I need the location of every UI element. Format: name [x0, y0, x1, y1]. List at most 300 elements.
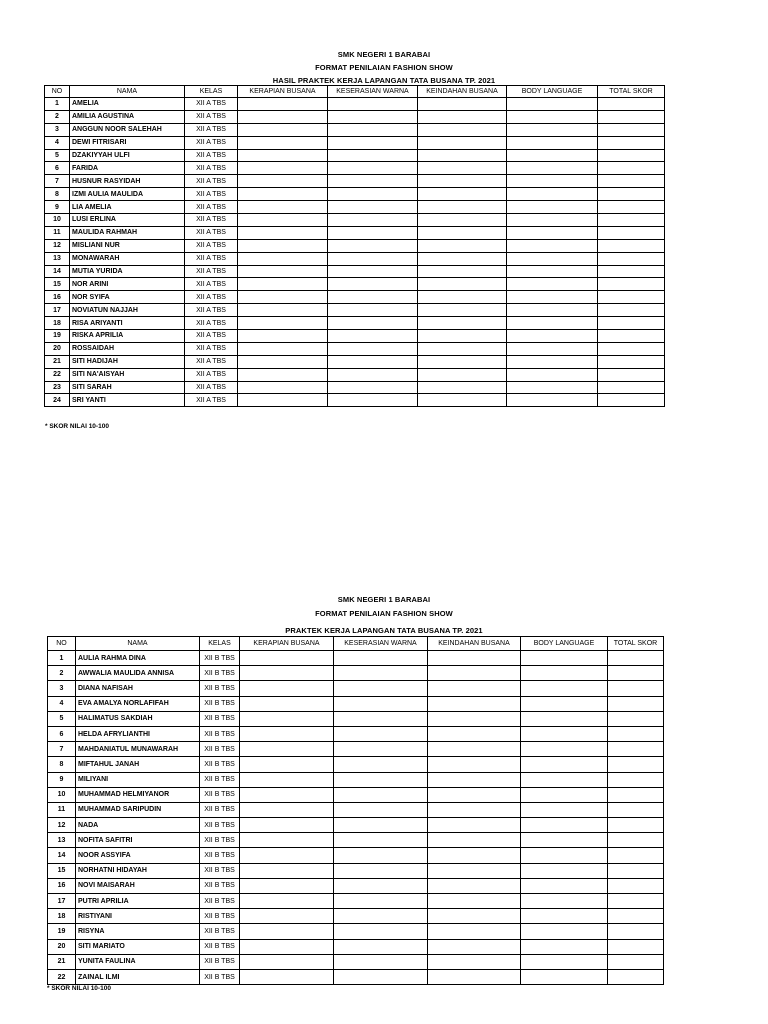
- total-skor-cell[interactable]: [608, 711, 664, 726]
- kerapian-busana-cell[interactable]: [240, 681, 334, 696]
- keserasian-warna-cell[interactable]: [328, 188, 418, 201]
- table-header-row: [48, 637, 664, 651]
- body-language-cell[interactable]: [507, 330, 598, 343]
- table-row: [45, 381, 665, 394]
- kerapian-busana-cell[interactable]: [238, 201, 328, 214]
- total-skor-cell[interactable]: [598, 214, 665, 227]
- student-name: RISYNA: [76, 924, 200, 939]
- keindahan-busana-cell[interactable]: [418, 123, 507, 136]
- body-language-cell[interactable]: [507, 110, 598, 123]
- student-class: XII B TBS: [200, 954, 240, 969]
- total-skor-cell[interactable]: [608, 787, 664, 802]
- keindahan-busana-cell[interactable]: [428, 666, 521, 681]
- keserasian-warna-cell[interactable]: [334, 651, 428, 666]
- total-skor-cell[interactable]: [598, 175, 665, 188]
- kerapian-busana-cell[interactable]: [238, 162, 328, 175]
- keserasian-warna-cell[interactable]: [334, 894, 428, 909]
- kerapian-busana-cell[interactable]: [238, 330, 328, 343]
- body-language-cell[interactable]: [507, 136, 598, 149]
- total-skor-cell[interactable]: [608, 818, 664, 833]
- row-number: 19: [48, 924, 76, 939]
- kerapian-busana-cell[interactable]: [238, 136, 328, 149]
- student-class: XII A TBS: [185, 239, 238, 252]
- body-language-cell[interactable]: [521, 802, 608, 817]
- keserasian-warna-cell[interactable]: [328, 149, 418, 162]
- student-name: NORHATNI HIDAYAH: [76, 863, 200, 878]
- total-skor-cell[interactable]: [598, 355, 665, 368]
- row-number: 18: [45, 317, 70, 330]
- keindahan-busana-cell[interactable]: [428, 787, 521, 802]
- keindahan-busana-cell[interactable]: [418, 110, 507, 123]
- student-name: PUTRI APRILIA: [76, 894, 200, 909]
- keserasian-warna-cell[interactable]: [328, 291, 418, 304]
- row-number: 14: [48, 848, 76, 863]
- student-class: XII A TBS: [185, 291, 238, 304]
- body-language-cell[interactable]: [507, 175, 598, 188]
- keserasian-warna-cell[interactable]: [328, 239, 418, 252]
- header-body-language: BODY LANGUAGE: [521, 637, 608, 651]
- student-name: RISKA APRILIA: [70, 330, 185, 343]
- keserasian-warna-cell[interactable]: [334, 848, 428, 863]
- total-skor-cell[interactable]: [598, 110, 665, 123]
- kerapian-busana-cell[interactable]: [238, 368, 328, 381]
- kerapian-busana-cell[interactable]: [240, 939, 334, 954]
- total-skor-cell[interactable]: [608, 681, 664, 696]
- total-skor-cell[interactable]: [608, 651, 664, 666]
- keindahan-busana-cell[interactable]: [418, 291, 507, 304]
- row-number: 11: [45, 226, 70, 239]
- row-number: 22: [45, 368, 70, 381]
- keserasian-warna-cell[interactable]: [328, 278, 418, 291]
- body-language-cell[interactable]: [507, 278, 598, 291]
- body-language-cell[interactable]: [507, 355, 598, 368]
- keindahan-busana-cell[interactable]: [428, 909, 521, 924]
- keserasian-warna-cell[interactable]: [334, 666, 428, 681]
- row-number: 20: [48, 939, 76, 954]
- body-language-cell[interactable]: [521, 696, 608, 711]
- student-name: MUHAMMAD SARIPUDIN: [76, 802, 200, 817]
- keserasian-warna-cell[interactable]: [334, 924, 428, 939]
- keserasian-warna-cell[interactable]: [328, 381, 418, 394]
- keserasian-warna-cell[interactable]: [328, 110, 418, 123]
- keserasian-warna-cell[interactable]: [328, 394, 418, 407]
- student-class: XII B TBS: [200, 787, 240, 802]
- table-row: [48, 863, 664, 878]
- body-language-cell[interactable]: [507, 123, 598, 136]
- table-row: [48, 787, 664, 802]
- kerapian-busana-cell[interactable]: [238, 175, 328, 188]
- body-language-cell[interactable]: [521, 924, 608, 939]
- kerapian-busana-cell[interactable]: [240, 666, 334, 681]
- kerapian-busana-cell[interactable]: [238, 381, 328, 394]
- student-class: XII B TBS: [200, 863, 240, 878]
- keserasian-warna-cell[interactable]: [334, 681, 428, 696]
- student-class: XII A TBS: [185, 149, 238, 162]
- keindahan-busana-cell[interactable]: [418, 214, 507, 227]
- body-language-cell[interactable]: [507, 188, 598, 201]
- keserasian-warna-cell[interactable]: [334, 863, 428, 878]
- keserasian-warna-cell[interactable]: [328, 355, 418, 368]
- kerapian-busana-cell[interactable]: [238, 98, 328, 111]
- body-language-cell[interactable]: [507, 291, 598, 304]
- total-skor-cell[interactable]: [608, 954, 664, 969]
- total-skor-cell[interactable]: [608, 878, 664, 893]
- keindahan-busana-cell[interactable]: [428, 711, 521, 726]
- kerapian-busana-cell[interactable]: [238, 355, 328, 368]
- student-name: FARIDA: [70, 162, 185, 175]
- keindahan-busana-cell[interactable]: [428, 848, 521, 863]
- body-language-cell[interactable]: [521, 894, 608, 909]
- keindahan-busana-cell[interactable]: [428, 726, 521, 741]
- kerapian-busana-cell[interactable]: [238, 149, 328, 162]
- total-skor-cell[interactable]: [598, 252, 665, 265]
- total-skor-cell[interactable]: [598, 278, 665, 291]
- keindahan-busana-cell[interactable]: [418, 394, 507, 407]
- kerapian-busana-cell[interactable]: [240, 742, 334, 757]
- keindahan-busana-cell[interactable]: [418, 98, 507, 111]
- total-skor-cell[interactable]: [608, 969, 664, 984]
- kerapian-busana-cell[interactable]: [240, 726, 334, 741]
- keserasian-warna-cell[interactable]: [334, 742, 428, 757]
- student-name: EVA AMALYA NORLAFIFAH: [76, 696, 200, 711]
- kerapian-busana-cell[interactable]: [240, 894, 334, 909]
- total-skor-cell[interactable]: [608, 848, 664, 863]
- keindahan-busana-cell[interactable]: [418, 201, 507, 214]
- keserasian-warna-cell[interactable]: [328, 368, 418, 381]
- body-language-cell[interactable]: [507, 239, 598, 252]
- student-class: XII A TBS: [185, 136, 238, 149]
- body-language-cell[interactable]: [521, 818, 608, 833]
- body-language-cell[interactable]: [521, 878, 608, 893]
- student-class: XII A TBS: [185, 226, 238, 239]
- keindahan-busana-cell[interactable]: [418, 317, 507, 330]
- kerapian-busana-cell[interactable]: [238, 226, 328, 239]
- keserasian-warna-cell[interactable]: [334, 939, 428, 954]
- body-language-cell[interactable]: [521, 742, 608, 757]
- kerapian-busana-cell[interactable]: [240, 954, 334, 969]
- body-language-cell[interactable]: [507, 304, 598, 317]
- keserasian-warna-cell[interactable]: [328, 175, 418, 188]
- kerapian-busana-cell[interactable]: [238, 394, 328, 407]
- keserasian-warna-cell[interactable]: [334, 696, 428, 711]
- student-class: XII B TBS: [200, 681, 240, 696]
- total-skor-cell[interactable]: [598, 162, 665, 175]
- keindahan-busana-cell[interactable]: [418, 330, 507, 343]
- kerapian-busana-cell[interactable]: [238, 214, 328, 227]
- student-name: NOVIATUN NAJJAH: [70, 304, 185, 317]
- row-number: 17: [45, 304, 70, 317]
- keindahan-busana-cell[interactable]: [428, 772, 521, 787]
- keindahan-busana-cell[interactable]: [428, 863, 521, 878]
- kerapian-busana-cell[interactable]: [238, 239, 328, 252]
- keindahan-busana-cell[interactable]: [418, 381, 507, 394]
- header-total-skor: TOTAL SKOR: [608, 637, 664, 651]
- keindahan-busana-cell[interactable]: [418, 355, 507, 368]
- kerapian-busana-cell[interactable]: [240, 757, 334, 772]
- kerapian-busana-cell[interactable]: [238, 188, 328, 201]
- keindahan-busana-cell[interactable]: [418, 162, 507, 175]
- kerapian-busana-cell[interactable]: [238, 265, 328, 278]
- total-skor-cell[interactable]: [598, 188, 665, 201]
- total-skor-cell[interactable]: [608, 742, 664, 757]
- keserasian-warna-cell[interactable]: [328, 342, 418, 355]
- keindahan-busana-cell[interactable]: [418, 265, 507, 278]
- total-skor-cell[interactable]: [608, 802, 664, 817]
- table-row: [45, 175, 665, 188]
- total-skor-cell[interactable]: [598, 98, 665, 111]
- keindahan-busana-cell[interactable]: [428, 757, 521, 772]
- keserasian-warna-cell[interactable]: [334, 818, 428, 833]
- kerapian-busana-cell[interactable]: [240, 772, 334, 787]
- body-language-cell[interactable]: [507, 226, 598, 239]
- student-class: XII A TBS: [185, 304, 238, 317]
- kerapian-busana-cell[interactable]: [238, 304, 328, 317]
- keindahan-busana-cell[interactable]: [418, 304, 507, 317]
- keserasian-warna-cell[interactable]: [328, 201, 418, 214]
- kerapian-busana-cell[interactable]: [240, 818, 334, 833]
- keindahan-busana-cell[interactable]: [418, 226, 507, 239]
- keserasian-warna-cell[interactable]: [328, 98, 418, 111]
- row-number: 5: [48, 711, 76, 726]
- keserasian-warna-cell[interactable]: [334, 757, 428, 772]
- total-skor-cell[interactable]: [608, 666, 664, 681]
- student-name: DZAKIYYAH ULFI: [70, 149, 185, 162]
- keserasian-warna-cell[interactable]: [328, 252, 418, 265]
- body-language-cell[interactable]: [521, 711, 608, 726]
- table-row: [45, 188, 665, 201]
- keindahan-busana-cell[interactable]: [418, 136, 507, 149]
- body-language-cell[interactable]: [521, 757, 608, 772]
- student-class: XII A TBS: [185, 381, 238, 394]
- total-skor-cell[interactable]: [608, 863, 664, 878]
- body-language-cell[interactable]: [507, 201, 598, 214]
- kerapian-busana-cell[interactable]: [240, 924, 334, 939]
- keindahan-busana-cell[interactable]: [418, 149, 507, 162]
- body-language-cell[interactable]: [521, 833, 608, 848]
- table-row: [48, 848, 664, 863]
- row-number: 11: [48, 802, 76, 817]
- body-language-cell[interactable]: [521, 651, 608, 666]
- kerapian-busana-cell[interactable]: [238, 342, 328, 355]
- keindahan-busana-cell[interactable]: [428, 954, 521, 969]
- kerapian-busana-cell[interactable]: [240, 802, 334, 817]
- student-name: AULIA RAHMA DINA: [76, 651, 200, 666]
- student-class: XII A TBS: [185, 278, 238, 291]
- keindahan-busana-cell[interactable]: [418, 252, 507, 265]
- total-skor-cell[interactable]: [608, 909, 664, 924]
- kerapian-busana-cell[interactable]: [240, 909, 334, 924]
- body-language-cell[interactable]: [521, 681, 608, 696]
- table-row: [45, 252, 665, 265]
- total-skor-cell[interactable]: [608, 757, 664, 772]
- table-row: [48, 666, 664, 681]
- keserasian-warna-cell[interactable]: [334, 909, 428, 924]
- total-skor-cell[interactable]: [598, 239, 665, 252]
- row-number: 8: [45, 188, 70, 201]
- total-skor-cell[interactable]: [608, 726, 664, 741]
- keindahan-busana-cell[interactable]: [428, 969, 521, 984]
- keserasian-warna-cell[interactable]: [334, 711, 428, 726]
- form-title-2: FORMAT PENILAIAN FASHION SHOW: [315, 609, 453, 618]
- body-language-cell[interactable]: [521, 666, 608, 681]
- body-language-cell[interactable]: [507, 381, 598, 394]
- keserasian-warna-cell[interactable]: [328, 265, 418, 278]
- total-skor-cell[interactable]: [598, 381, 665, 394]
- row-number: 1: [45, 98, 70, 111]
- keindahan-busana-cell[interactable]: [428, 924, 521, 939]
- kerapian-busana-cell[interactable]: [240, 878, 334, 893]
- row-number: 21: [45, 355, 70, 368]
- body-language-cell[interactable]: [507, 317, 598, 330]
- student-name: HALIMATUS SAKDIAH: [76, 711, 200, 726]
- row-number: 6: [48, 726, 76, 741]
- kerapian-busana-cell[interactable]: [238, 110, 328, 123]
- keserasian-warna-cell[interactable]: [334, 969, 428, 984]
- keindahan-busana-cell[interactable]: [428, 894, 521, 909]
- row-number: 16: [48, 878, 76, 893]
- keindahan-busana-cell[interactable]: [418, 239, 507, 252]
- keindahan-busana-cell[interactable]: [428, 696, 521, 711]
- kerapian-busana-cell[interactable]: [240, 969, 334, 984]
- total-skor-cell[interactable]: [598, 394, 665, 407]
- student-name: YUNITA FAULINA: [76, 954, 200, 969]
- kerapian-busana-cell[interactable]: [238, 278, 328, 291]
- keserasian-warna-cell[interactable]: [334, 772, 428, 787]
- keindahan-busana-cell[interactable]: [418, 342, 507, 355]
- kerapian-busana-cell[interactable]: [240, 711, 334, 726]
- body-language-cell[interactable]: [521, 909, 608, 924]
- body-language-cell[interactable]: [507, 98, 598, 111]
- total-skor-cell[interactable]: [608, 772, 664, 787]
- total-skor-cell[interactable]: [598, 330, 665, 343]
- body-language-cell[interactable]: [507, 149, 598, 162]
- total-skor-cell[interactable]: [598, 368, 665, 381]
- student-class: XII A TBS: [185, 188, 238, 201]
- table-row: [45, 123, 665, 136]
- total-skor-cell[interactable]: [598, 291, 665, 304]
- kerapian-busana-cell[interactable]: [238, 252, 328, 265]
- keserasian-warna-cell[interactable]: [334, 787, 428, 802]
- total-skor-cell[interactable]: [598, 136, 665, 149]
- student-name: MAHDANIATUL MUNAWARAH: [76, 742, 200, 757]
- keserasian-warna-cell[interactable]: [334, 954, 428, 969]
- keindahan-busana-cell[interactable]: [428, 818, 521, 833]
- keserasian-warna-cell[interactable]: [328, 304, 418, 317]
- keindahan-busana-cell[interactable]: [428, 878, 521, 893]
- header-nama: NAMA: [76, 637, 200, 651]
- header-total-skor: TOTAL SKOR: [598, 86, 665, 98]
- total-skor-cell[interactable]: [598, 123, 665, 136]
- student-name: NOVI MAISARAH: [76, 878, 200, 893]
- total-skor-cell[interactable]: [598, 149, 665, 162]
- kerapian-busana-cell[interactable]: [238, 291, 328, 304]
- student-class: XII A TBS: [185, 330, 238, 343]
- total-skor-cell[interactable]: [598, 342, 665, 355]
- kerapian-busana-cell[interactable]: [240, 696, 334, 711]
- body-language-cell[interactable]: [507, 162, 598, 175]
- table-row: [45, 342, 665, 355]
- table-row: [45, 201, 665, 214]
- row-number: 12: [48, 818, 76, 833]
- keindahan-busana-cell[interactable]: [428, 939, 521, 954]
- student-name: SITI NA'AISYAH: [70, 368, 185, 381]
- body-language-cell[interactable]: [521, 848, 608, 863]
- keserasian-warna-cell[interactable]: [334, 833, 428, 848]
- keindahan-busana-cell[interactable]: [418, 188, 507, 201]
- keserasian-warna-cell[interactable]: [334, 726, 428, 741]
- body-language-cell[interactable]: [521, 939, 608, 954]
- keserasian-warna-cell[interactable]: [328, 136, 418, 149]
- keindahan-busana-cell[interactable]: [428, 802, 521, 817]
- kerapian-busana-cell[interactable]: [240, 651, 334, 666]
- total-skor-cell[interactable]: [598, 226, 665, 239]
- keserasian-warna-cell[interactable]: [328, 330, 418, 343]
- keserasian-warna-cell[interactable]: [328, 226, 418, 239]
- body-language-cell[interactable]: [521, 787, 608, 802]
- keserasian-warna-cell[interactable]: [328, 123, 418, 136]
- kerapian-busana-cell[interactable]: [240, 863, 334, 878]
- keindahan-busana-cell[interactable]: [418, 175, 507, 188]
- body-language-cell[interactable]: [507, 368, 598, 381]
- body-language-cell[interactable]: [521, 954, 608, 969]
- kerapian-busana-cell[interactable]: [238, 317, 328, 330]
- keindahan-busana-cell[interactable]: [428, 833, 521, 848]
- row-number: 17: [48, 894, 76, 909]
- total-skor-cell[interactable]: [598, 317, 665, 330]
- kerapian-busana-cell[interactable]: [240, 848, 334, 863]
- row-number: 24: [45, 394, 70, 407]
- keindahan-busana-cell[interactable]: [428, 742, 521, 757]
- total-skor-cell[interactable]: [608, 894, 664, 909]
- keindahan-busana-cell[interactable]: [428, 681, 521, 696]
- body-language-cell[interactable]: [507, 342, 598, 355]
- total-skor-cell[interactable]: [608, 924, 664, 939]
- body-language-cell[interactable]: [507, 394, 598, 407]
- table-row: [45, 265, 665, 278]
- total-skor-cell[interactable]: [598, 304, 665, 317]
- kerapian-busana-cell[interactable]: [240, 787, 334, 802]
- body-language-cell[interactable]: [521, 863, 608, 878]
- body-language-cell[interactable]: [521, 726, 608, 741]
- kerapian-busana-cell[interactable]: [238, 123, 328, 136]
- body-language-cell[interactable]: [521, 969, 608, 984]
- kerapian-busana-cell[interactable]: [240, 833, 334, 848]
- body-language-cell[interactable]: [521, 772, 608, 787]
- keserasian-warna-cell[interactable]: [334, 802, 428, 817]
- keindahan-busana-cell[interactable]: [428, 651, 521, 666]
- total-skor-cell[interactable]: [598, 201, 665, 214]
- keserasian-warna-cell[interactable]: [328, 317, 418, 330]
- row-number: 6: [45, 162, 70, 175]
- total-skor-cell[interactable]: [598, 265, 665, 278]
- row-number: 16: [45, 291, 70, 304]
- total-skor-cell[interactable]: [608, 696, 664, 711]
- table-row: [48, 802, 664, 817]
- practice-title-1: HASIL PRAKTEK KERJA LAPANGAN TATA BUSANA TP. 2021: [272, 76, 496, 85]
- student-class: XII B TBS: [200, 742, 240, 757]
- keindahan-busana-cell[interactable]: [418, 278, 507, 291]
- student-name: SITI MARIATO: [76, 939, 200, 954]
- keserasian-warna-cell[interactable]: [328, 162, 418, 175]
- total-skor-cell[interactable]: [608, 939, 664, 954]
- body-language-cell[interactable]: [507, 265, 598, 278]
- keserasian-warna-cell[interactable]: [328, 214, 418, 227]
- body-language-cell[interactable]: [507, 214, 598, 227]
- keserasian-warna-cell[interactable]: [334, 878, 428, 893]
- keindahan-busana-cell[interactable]: [418, 368, 507, 381]
- body-language-cell[interactable]: [507, 252, 598, 265]
- total-skor-cell[interactable]: [608, 833, 664, 848]
